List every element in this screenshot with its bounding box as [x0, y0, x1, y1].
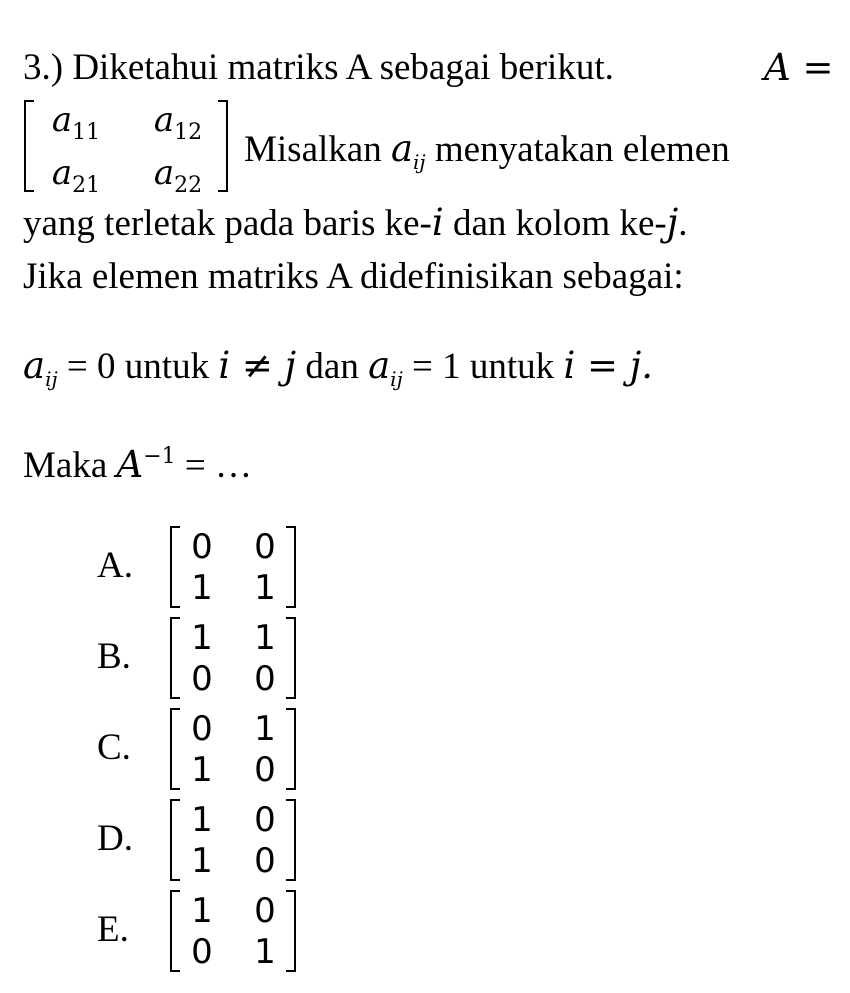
equals-ellipsis: = … [184, 445, 253, 486]
matrix-cell: 1 [254, 931, 276, 972]
untuk-word: untuk [124, 346, 210, 387]
matrix-cell: 0 [191, 526, 213, 567]
matrix-cell: 0 [254, 658, 276, 699]
maka-word: Maka [23, 445, 108, 486]
question-line-1 [23, 46, 614, 90]
left-bracket [170, 617, 180, 699]
right-bracket [286, 890, 296, 972]
matrix-cell: 0 [254, 890, 276, 931]
equals-sign: = [802, 46, 834, 89]
dan-word: dan [305, 346, 359, 387]
matrix-a-elements [24, 100, 228, 198]
matrix-cell: 0 [191, 658, 213, 699]
matrix-cell: $a_{21}$ [51, 153, 101, 198]
a-inverse: $A^{-1}$ [116, 443, 176, 486]
option-label[interactable]: B. [97, 636, 131, 677]
matrix-cell: 0 [191, 708, 213, 749]
equals-one: = 1 [412, 346, 461, 387]
matrix-cell: 1 [254, 617, 276, 658]
right-bracket [286, 708, 296, 790]
matrix-cell: 1 [191, 840, 213, 881]
equals-zero: = 0 [66, 346, 116, 387]
question-line-4 [23, 255, 684, 299]
line3-text-a: yang terletak pada baris ke- [23, 203, 432, 244]
left-bracket [170, 799, 180, 881]
option-label[interactable]: E. [97, 909, 129, 950]
ask-line [23, 435, 252, 488]
left-bracket [170, 526, 180, 608]
option-matrix[interactable] [170, 799, 296, 881]
matrix-cell: 1 [191, 749, 213, 790]
option-matrix[interactable] [170, 526, 296, 608]
question-number: 3.) [23, 47, 64, 88]
matrix-cell: 0 [254, 526, 276, 567]
index-i: i [431, 201, 444, 244]
right-bracket [286, 526, 296, 608]
untuk-word: untuk [469, 346, 555, 387]
matrix-cell: 0 [254, 840, 276, 881]
matrix-cell: $a_{11}$ [51, 100, 101, 145]
right-bracket [286, 617, 296, 699]
matrix-name: A [764, 46, 791, 89]
option-matrix[interactable] [170, 617, 296, 699]
matrix-cell: 1 [191, 617, 213, 658]
condition-equal: i = j. [563, 344, 654, 387]
matrix-cell: 1 [254, 567, 276, 608]
matrix-cell: $a_{22}$ [153, 153, 203, 198]
right-bracket [286, 799, 296, 881]
line4-text: Jika elemen matriks A didefinisikan sebagai: [23, 256, 684, 297]
option-matrix[interactable] [170, 708, 296, 790]
matrix-cell: 1 [191, 890, 213, 931]
matrix-cell: 0 [254, 799, 276, 840]
left-bracket [170, 708, 180, 790]
matrix-cell: 0 [191, 931, 213, 972]
aij-symbol: $a_{ij}$ [23, 344, 58, 391]
line3-text-b: dan kolom ke- [443, 203, 667, 244]
option-label[interactable]: C. [97, 727, 131, 768]
misalkan-text [244, 127, 730, 184]
right-bracket [218, 100, 228, 192]
option-label[interactable]: D. [97, 818, 133, 859]
condition-not-equal: i ≠ j [218, 344, 297, 387]
matrix-a-definition [764, 46, 834, 90]
matrix-cell: 1 [191, 567, 213, 608]
misalkan-word: Misalkan [244, 129, 382, 170]
left-bracket [24, 100, 34, 192]
matrix-cell: 1 [191, 799, 213, 840]
matrix-cell: 1 [254, 708, 276, 749]
question-line-3 [23, 201, 687, 246]
index-j: j [666, 201, 679, 244]
menyatakan-text: menyatakan elemen [434, 129, 730, 170]
aij-symbol: $a_{ij}$ [390, 127, 426, 174]
question-intro: Diketahui matriks A sebagai berikut. [72, 47, 614, 88]
definition-line [23, 344, 653, 401]
matrix-cell: 0 [254, 749, 276, 790]
matrix-cell: $a_{12}$ [153, 100, 203, 145]
option-label[interactable]: A. [97, 545, 133, 586]
line3-period: . [678, 203, 688, 244]
left-bracket [170, 890, 180, 972]
option-matrix[interactable] [170, 890, 296, 972]
aij-symbol: $a_{ij}$ [368, 344, 403, 391]
